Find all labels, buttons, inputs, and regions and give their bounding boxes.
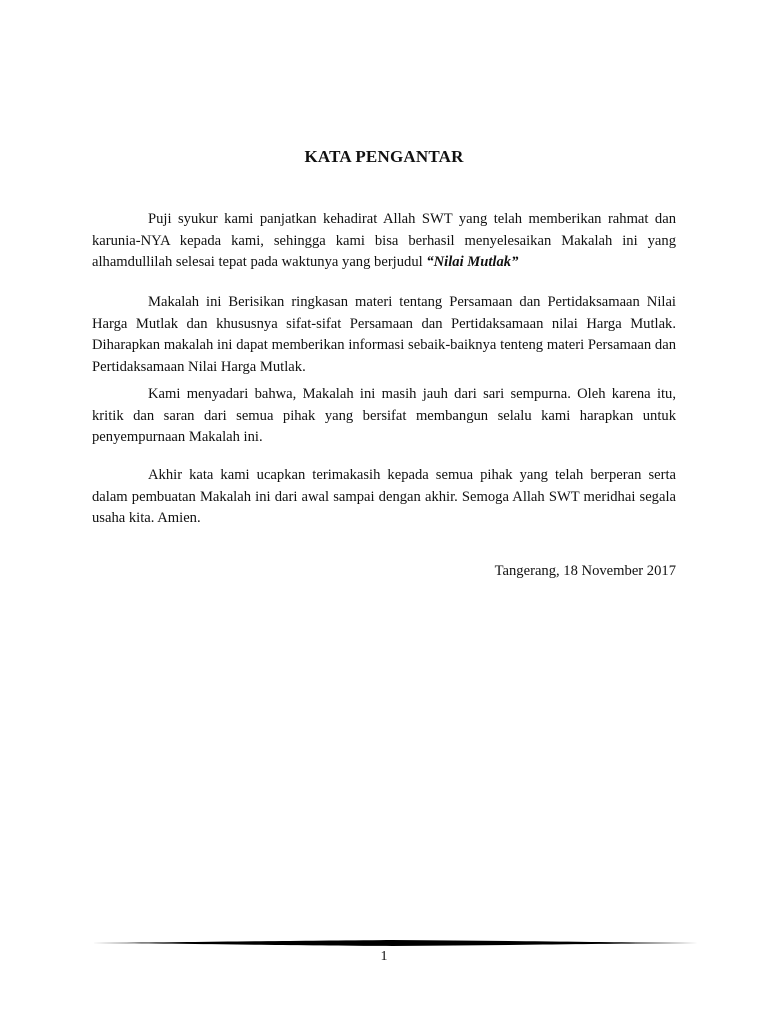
paragraph-3: Kami menyadari bahwa, Makalah ini masih jauh dari sari sempurna. Oleh karena itu, kritik dan saran dari semua pihak yang bersifat membangun selalu kami harapkan untuk penyempurnaan Makalah ini.	[92, 386, 676, 445]
footer-divider	[92, 937, 698, 949]
footer-divider-shape	[92, 940, 698, 946]
paragraph-2: Makalah ini Berisikan ringkasan materi tentang Persamaan dan Pertidaksamaan Nilai Harga Mutlak dan khususnya sifat-sifat Persamaan dan Pertidaksamaan nilai Harga Mutlak. Diharapkan makalah ini dapat memberikan informasi sebaik-baiknya tenteng materi Persamaan dan Pertidaksamaan Nilai Harga Mutlak.	[92, 294, 676, 375]
paper-title-reference: “Nilai Mutlak”	[426, 254, 519, 270]
page-title: KATA PENGANTAR	[304, 147, 464, 166]
place-date: Tangerang, 18 November 2017	[494, 563, 676, 579]
paragraph-1-text: Puji syukur kami panjatkan kehadirat Allah SWT yang telah memberikan rahmat dan karunia-NYA kepada kami, sehingga kami bisa berhasil menyelesaikan Makalah ini yang alhamdullilah selesai tepat pada waktunya yang berjudul	[92, 211, 676, 270]
paragraph-4: Akhir kata kami ucapkan terimakasih kepada semua pihak yang telah berperan serta dalam pembuatan Makalah ini dari awal sampai dengan akhir. Semoga Allah SWT meridhai segala usaha kita. Amien.	[92, 467, 676, 526]
page-number: 1	[380, 949, 388, 964]
paragraph-1	[92, 209, 676, 274]
